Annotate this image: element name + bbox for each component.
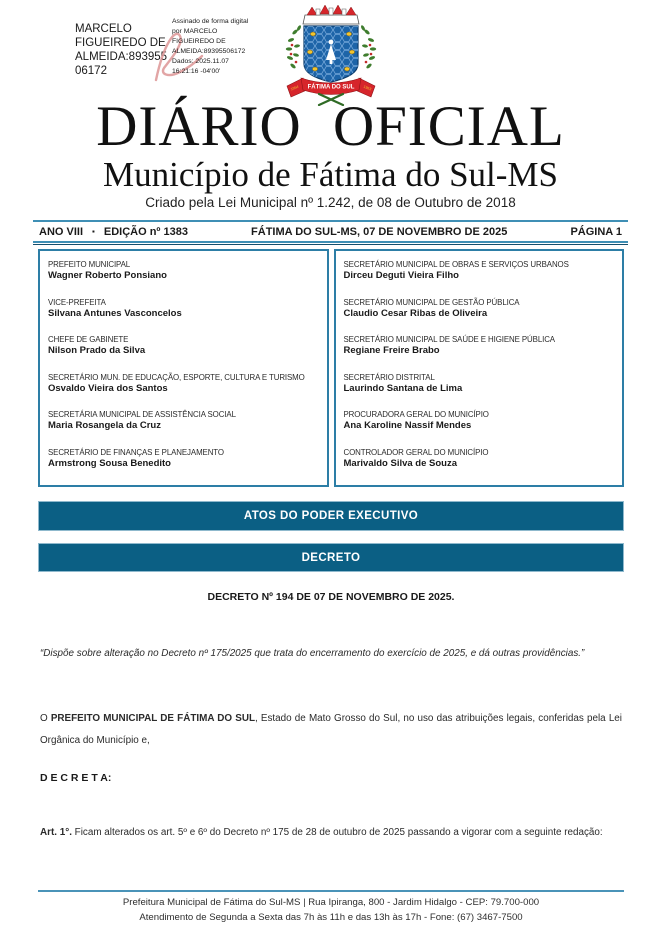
official-entry (48, 410, 319, 432)
signature-detail-line: Assinado de forma digital (172, 18, 249, 25)
official-name: Laurindo Santana de Lima (343, 382, 463, 394)
footer-rule (38, 890, 624, 892)
official-name: Silvana Antunes Vasconcelos (48, 307, 182, 319)
bullet-separator-icon: ▪ (92, 226, 95, 236)
signature-detail-line: por MARCELO (172, 28, 218, 35)
official-name: Maria Rosangela da Cruz (48, 420, 161, 431)
section-banner-decreto: DECRETO (38, 543, 624, 572)
footer-address: Prefeitura Municipal de Fátima do Sul-MS | Rua Ipiranga, 800 - Jardim Hidalgo - CEP: 79.700-000 (122, 897, 540, 908)
official-name: Armstrong Sousa Benedito (48, 457, 171, 469)
official-entry (344, 260, 615, 282)
signature-name-block: MARCELO FIGUEIREDO DE ALMEIDA:893955 06172 (75, 23, 168, 77)
official-role: CONTROLADOR GERAL DO MUNICÍPIO (343, 447, 489, 457)
official-entry (344, 335, 615, 357)
municipal-coat-of-arms-icon (279, 2, 383, 106)
official-name: Dirceu Deguti Vieira Filho (343, 270, 459, 281)
crest-ribbon-text: FÁTIMA DO SUL (307, 84, 355, 91)
signature-details (172, 17, 262, 77)
officials-box-right (334, 249, 625, 487)
official-role: SECRETÁRIO MUN. DE EDUCAÇÃO, ESPORTE, CULTURA E TURISMO (48, 372, 305, 382)
official-entry (344, 410, 615, 432)
edition-bar-bottom-rule (33, 241, 628, 243)
official-name: Nilson Prado da Silva (48, 345, 146, 356)
official-role: PREFEITO MUNICIPAL (48, 260, 131, 269)
footer-hours: Atendimento de Segunda a Sexta das 7h às 11h e das 13h às 17h - Fone: (67) 3467-7500 (139, 912, 523, 923)
official-entry (48, 298, 319, 320)
decree-heading: DECRETO Nº 194 DE 07 DE NOVEMBRO DE 2025. (207, 591, 455, 603)
official-name: Wagner Roberto Ponsiano (48, 270, 167, 281)
section-banner-atos-poder-executivo: ATOS DO PODER EXECUTIVO (38, 501, 624, 531)
signature-detail-line: Dados: 2025.11.07 (172, 58, 229, 65)
gazette-title: DIÁRIO OFICIAL (96, 95, 565, 158)
official-name: Osvaldo Vieira dos Santos (48, 382, 168, 394)
gazette-tagline: Criado pela Lei Municipal nº 1.242, de 08 de Outubro de 2018 (145, 195, 516, 210)
official-role: SECRETÁRIO DE FINANÇAS E PLANEJAMENTO (48, 447, 224, 457)
official-entry (48, 448, 319, 470)
masthead (0, 95, 661, 211)
officials-section (38, 249, 624, 487)
edition-bar-bottom-rule-dark (33, 244, 628, 245)
official-role: SECRETÁRIO MUNICIPAL DE OBRAS E SERVIÇOS URBANOS (343, 260, 569, 269)
official-role: SECRETÁRIO MUNICIPAL DE GESTÃO PÚBLICA (343, 297, 520, 307)
edition-date: FÁTIMA DO SUL-MS, 07 DE NOVEMBRO DE 2025 (251, 226, 508, 238)
preamble-bold: PREFEITO MUNICIPAL DE FÁTIMA DO SUL (50, 713, 255, 724)
official-name: Marivaldo Silva de Souza (343, 457, 458, 469)
official-role: VICE-PREFEITA (48, 297, 106, 307)
officials-box-left (38, 249, 329, 487)
gazette-subtitle: Município de Fátima do Sul-MS (103, 155, 558, 194)
article-number: Art. 1°. (40, 827, 72, 838)
edition-year: ANO VIII (39, 226, 84, 238)
official-name: Ana Karoline Nassif Mendes (343, 420, 472, 431)
official-role: CHEFE DE GABINETE (48, 335, 129, 344)
edition-number: EDIÇÃO nº 1383 (103, 226, 188, 238)
official-name: Claudio Cesar Ribas de Oliveira (343, 307, 488, 319)
crest-year-left: 1954 (290, 84, 300, 92)
signature-detail-line: FIGUEIREDO DE (172, 38, 226, 45)
official-entry (48, 335, 319, 357)
official-entry (48, 373, 319, 395)
page-number: PÁGINA 1 (570, 226, 622, 238)
preamble-rest: , Estado de Mato Grosso do Sul, no uso das atribuições legais, conferidas pela Lei Orgânica do Município e, (40, 713, 622, 746)
signature-detail-line: ALMEIDA:89395506172 (172, 48, 246, 55)
signature-detail-line: 16:21:16 -04'00' (172, 68, 221, 75)
edition-bar (33, 220, 628, 245)
decree-preamble (40, 708, 622, 752)
official-name: Regiane Freire Brabo (343, 345, 440, 356)
official-role: SECRETÁRIO DISTRITAL (343, 372, 435, 382)
decree-article-1 (40, 822, 622, 844)
official-role: SECRETÁRIA MUNICIPAL DE ASSISTÊNCIA SOCIAL (48, 410, 236, 419)
official-entry (344, 448, 615, 470)
official-entry (344, 298, 615, 320)
crest-year-right: 1963 (362, 84, 372, 92)
official-entry (48, 260, 319, 282)
official-role: SECRETÁRIO MUNICIPAL DE SAÚDE E HIGIENE PÚBLICA (343, 335, 555, 344)
official-role: PROCURADORA GERAL DO MUNICÍPIO (343, 410, 489, 419)
decree-decreta: D E C R E T A: (40, 772, 112, 784)
preamble-prefix: O (40, 713, 51, 724)
page-footer (38, 895, 624, 925)
decree-summary: “Dispõe sobre alteração no Decreto nº 175/2025 que trata do encerramento do exercício de 2025, e dá outras providências.” (40, 648, 585, 659)
article-text: Ficam alterados os art. 5º e 6º do Decreto nº 175 de 28 de outubro de 2025 passando a vigorar com a seguinte redação: (71, 827, 603, 838)
official-entry (344, 373, 615, 395)
